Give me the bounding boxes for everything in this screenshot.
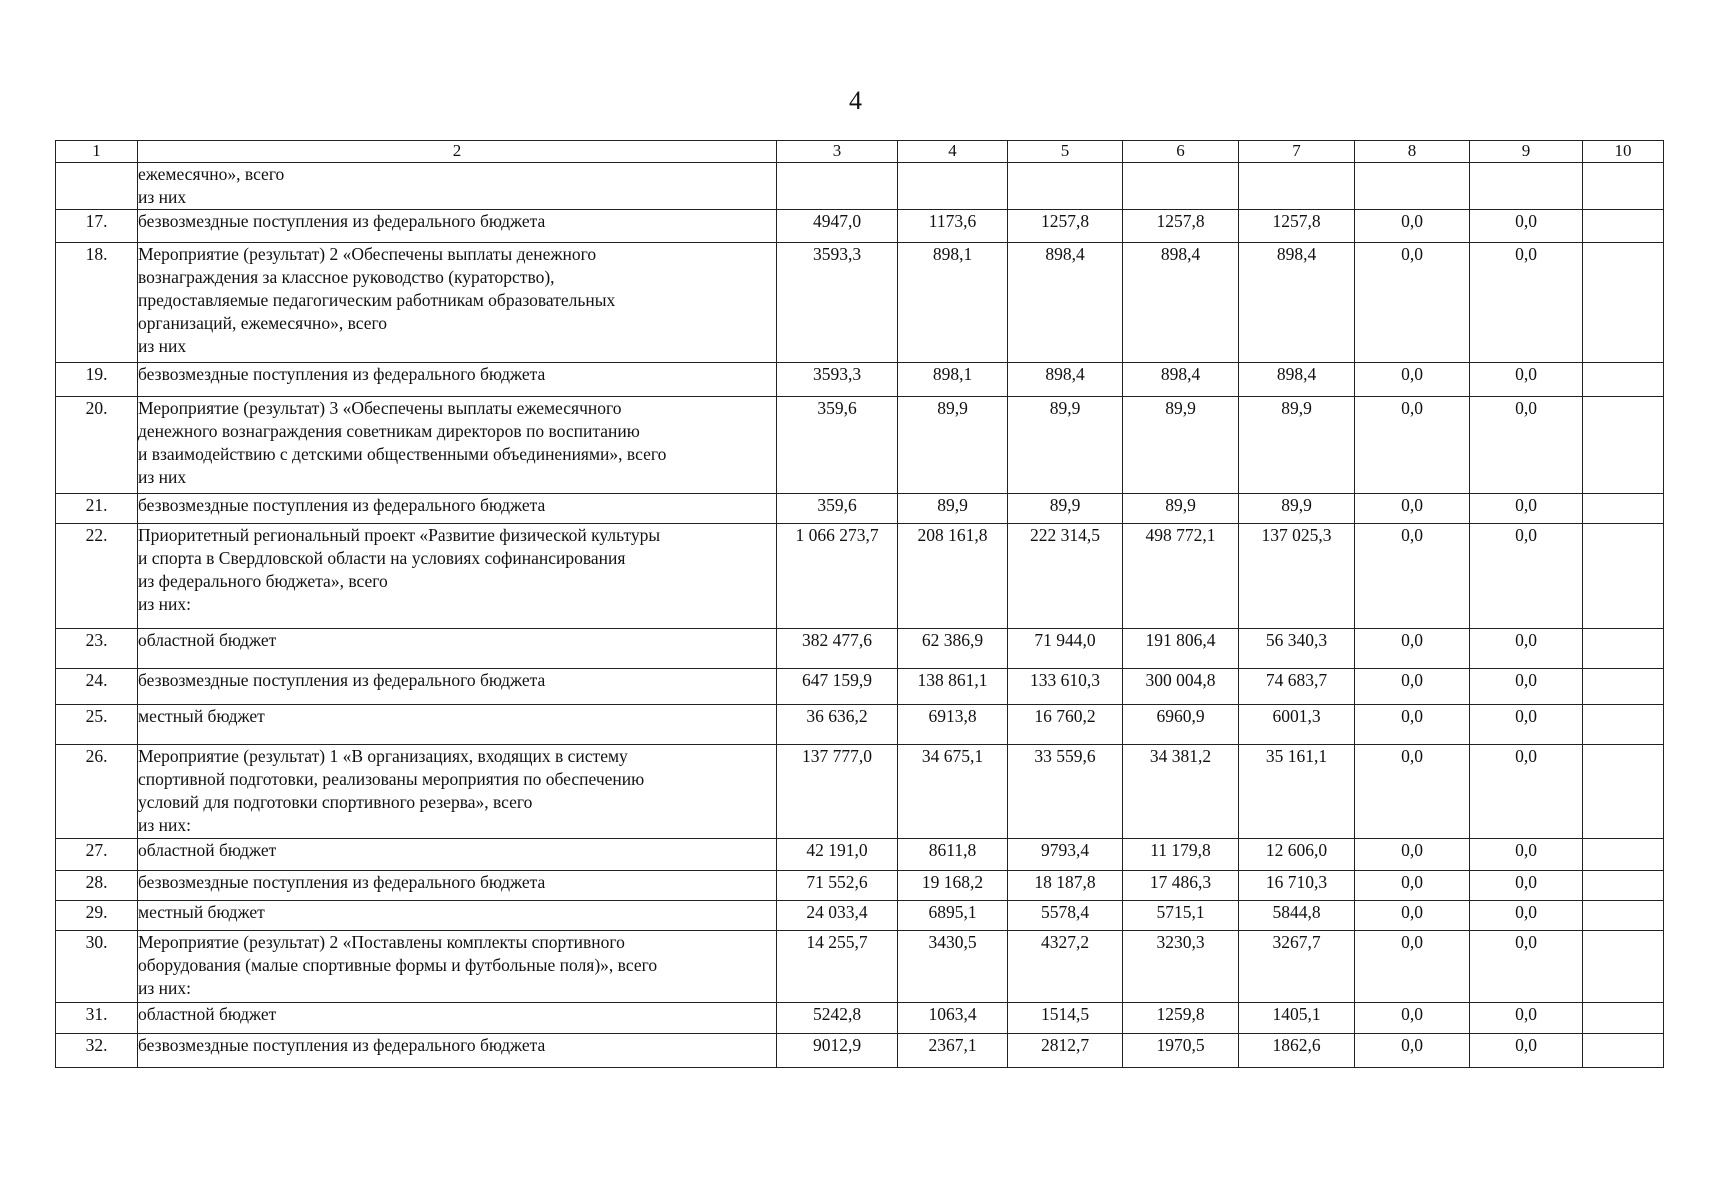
- value-cell-col-10: [1583, 243, 1664, 363]
- table-row: [56, 1003, 1664, 1034]
- value-cell-col-8: 0,0: [1355, 839, 1470, 871]
- row-description: [138, 163, 777, 210]
- header-cell: 9: [1470, 141, 1583, 163]
- value-cell-col-6: 6960,9: [1123, 705, 1239, 745]
- value-cell-col-3: [777, 163, 898, 210]
- value-cell-col-7: 898,4: [1239, 243, 1355, 363]
- row-description: [138, 901, 777, 931]
- value-cell-col-10: [1583, 871, 1664, 901]
- value-cell-col-5: 89,9: [1008, 494, 1123, 524]
- description-line: и взаимодействию с детскими общественными объединениями», всего: [138, 444, 667, 464]
- description-line: Мероприятие (результат) 2 «Поставлены комплекты спортивного: [138, 932, 625, 952]
- value-cell-col-9: 0,0: [1470, 397, 1583, 494]
- value-cell-col-7: 6001,3: [1239, 705, 1355, 745]
- description-line: Мероприятие (результат) 2 «Обеспечены выплаты денежного: [138, 244, 597, 264]
- value-cell-col-9: 0,0: [1470, 871, 1583, 901]
- description-line: условий для подготовки спортивного резерва», всего: [138, 792, 533, 812]
- value-cell-col-3: 24 033,4: [777, 901, 898, 931]
- row-number: 24.: [56, 669, 138, 705]
- value-cell-col-4: 898,1: [898, 243, 1008, 363]
- value-cell-col-9: 0,0: [1470, 839, 1583, 871]
- value-cell-col-10: [1583, 1034, 1664, 1068]
- value-cell-col-8: 0,0: [1355, 397, 1470, 494]
- budget-table: [55, 140, 1664, 1068]
- value-cell-col-3: 71 552,6: [777, 871, 898, 901]
- value-cell-col-10: [1583, 163, 1664, 210]
- row-number: 28.: [56, 871, 138, 901]
- row-description: [138, 363, 777, 397]
- value-cell-col-6: 498 772,1: [1123, 524, 1239, 629]
- row-number: 25.: [56, 705, 138, 745]
- description-line: областной бюджет: [138, 1004, 277, 1024]
- value-cell-col-5: 71 944,0: [1008, 629, 1123, 669]
- value-cell-col-3: 4947,0: [777, 210, 898, 243]
- value-cell-col-3: 359,6: [777, 397, 898, 494]
- row-description: [138, 210, 777, 243]
- value-cell-col-7: 89,9: [1239, 494, 1355, 524]
- value-cell-col-8: 0,0: [1355, 1034, 1470, 1068]
- value-cell-col-9: 0,0: [1470, 669, 1583, 705]
- value-cell-col-4: 89,9: [898, 494, 1008, 524]
- row-description: [138, 494, 777, 524]
- description-line: местный бюджет: [138, 902, 265, 922]
- value-cell-col-5: 18 187,8: [1008, 871, 1123, 901]
- description-line: безвозмездные поступления из федерального бюджета: [138, 670, 546, 690]
- header-cell: 6: [1123, 141, 1239, 163]
- value-cell-col-10: [1583, 745, 1664, 839]
- value-cell-col-4: 89,9: [898, 397, 1008, 494]
- table-row: [56, 705, 1664, 745]
- value-cell-col-7: 5844,8: [1239, 901, 1355, 931]
- value-cell-col-4: 1063,4: [898, 1003, 1008, 1034]
- value-cell-col-7: [1239, 163, 1355, 210]
- row-number: 18.: [56, 243, 138, 363]
- header-cell: 1: [56, 141, 138, 163]
- value-cell-col-5: 89,9: [1008, 397, 1123, 494]
- value-cell-col-7: 56 340,3: [1239, 629, 1355, 669]
- value-cell-col-10: [1583, 705, 1664, 745]
- value-cell-col-4: 8611,8: [898, 839, 1008, 871]
- description-line: безвозмездные поступления из федерального бюджета: [138, 1035, 546, 1055]
- value-cell-col-8: 0,0: [1355, 901, 1470, 931]
- value-cell-col-10: [1583, 931, 1664, 1003]
- value-cell-col-6: 1259,8: [1123, 1003, 1239, 1034]
- value-cell-col-6: 898,4: [1123, 363, 1239, 397]
- description-line: безвозмездные поступления из федерального бюджета: [138, 364, 546, 384]
- value-cell-col-10: [1583, 1003, 1664, 1034]
- row-number: [56, 163, 138, 210]
- value-cell-col-5: 1514,5: [1008, 1003, 1123, 1034]
- description-line: безвозмездные поступления из федерального бюджета: [138, 495, 546, 515]
- row-number: 31.: [56, 1003, 138, 1034]
- row-description: [138, 243, 777, 363]
- value-cell-col-10: [1583, 669, 1664, 705]
- value-cell-col-3: 3593,3: [777, 243, 898, 363]
- value-cell-col-10: [1583, 494, 1664, 524]
- description-line: Приоритетный региональный проект «Развитие физической культуры: [138, 525, 661, 545]
- table-row: [56, 363, 1664, 397]
- table-row: [56, 669, 1664, 705]
- header-cell: 7: [1239, 141, 1355, 163]
- value-cell-col-5: 222 314,5: [1008, 524, 1123, 629]
- value-cell-col-9: 0,0: [1470, 243, 1583, 363]
- page-number: 4: [849, 86, 862, 115]
- description-line: организаций, ежемесячно», всего: [138, 313, 388, 333]
- row-number: 30.: [56, 931, 138, 1003]
- value-cell-col-3: 9012,9: [777, 1034, 898, 1068]
- header-cell: 3: [777, 141, 898, 163]
- description-line: из них: [138, 187, 187, 207]
- row-description: [138, 931, 777, 1003]
- table-row: [56, 210, 1664, 243]
- value-cell-col-4: 898,1: [898, 363, 1008, 397]
- description-line: из них:: [138, 815, 191, 835]
- value-cell-col-6: 3230,3: [1123, 931, 1239, 1003]
- value-cell-col-7: 74 683,7: [1239, 669, 1355, 705]
- value-cell-col-3: 137 777,0: [777, 745, 898, 839]
- row-description: [138, 1034, 777, 1068]
- value-cell-col-3: 3593,3: [777, 363, 898, 397]
- value-cell-col-5: 9793,4: [1008, 839, 1123, 871]
- table-row: [56, 163, 1664, 210]
- value-cell-col-5: [1008, 163, 1123, 210]
- table-row: [56, 494, 1664, 524]
- row-description: [138, 871, 777, 901]
- value-cell-col-7: 3267,7: [1239, 931, 1355, 1003]
- value-cell-col-7: 89,9: [1239, 397, 1355, 494]
- table-body: [56, 163, 1664, 1068]
- table-row: [56, 397, 1664, 494]
- value-cell-col-8: 0,0: [1355, 931, 1470, 1003]
- value-cell-col-7: 1862,6: [1239, 1034, 1355, 1068]
- table-row: [56, 839, 1664, 871]
- value-cell-col-6: 11 179,8: [1123, 839, 1239, 871]
- row-description: [138, 524, 777, 629]
- header-cell: 8: [1355, 141, 1470, 163]
- value-cell-col-9: [1470, 163, 1583, 210]
- value-cell-col-5: 2812,7: [1008, 1034, 1123, 1068]
- value-cell-col-10: [1583, 839, 1664, 871]
- value-cell-col-9: 0,0: [1470, 210, 1583, 243]
- row-description: [138, 839, 777, 871]
- value-cell-col-4: 34 675,1: [898, 745, 1008, 839]
- row-number: 21.: [56, 494, 138, 524]
- row-number: 17.: [56, 210, 138, 243]
- value-cell-col-6: 1257,8: [1123, 210, 1239, 243]
- value-cell-col-6: [1123, 163, 1239, 210]
- value-cell-col-8: 0,0: [1355, 745, 1470, 839]
- value-cell-col-4: 1173,6: [898, 210, 1008, 243]
- row-description: [138, 629, 777, 669]
- value-cell-col-9: 0,0: [1470, 494, 1583, 524]
- header-cell: 4: [898, 141, 1008, 163]
- row-description: [138, 1003, 777, 1034]
- value-cell-col-7: 35 161,1: [1239, 745, 1355, 839]
- description-line: из федерального бюджета», всего: [138, 571, 388, 591]
- row-number: 19.: [56, 363, 138, 397]
- value-cell-col-4: [898, 163, 1008, 210]
- value-cell-col-4: 208 161,8: [898, 524, 1008, 629]
- row-number: 26.: [56, 745, 138, 839]
- value-cell-col-4: 2367,1: [898, 1034, 1008, 1068]
- value-cell-col-6: 5715,1: [1123, 901, 1239, 931]
- table-row: [56, 1034, 1664, 1068]
- value-cell-col-3: 42 191,0: [777, 839, 898, 871]
- table-row: [56, 524, 1664, 629]
- value-cell-col-3: 36 636,2: [777, 705, 898, 745]
- value-cell-col-8: 0,0: [1355, 494, 1470, 524]
- description-line: из них:: [138, 594, 191, 614]
- value-cell-col-9: 0,0: [1470, 363, 1583, 397]
- value-cell-col-7: 12 606,0: [1239, 839, 1355, 871]
- description-line: Мероприятие (результат) 1 «В организациях, входящих в систему: [138, 746, 628, 766]
- value-cell-col-8: [1355, 163, 1470, 210]
- value-cell-col-5: 5578,4: [1008, 901, 1123, 931]
- value-cell-col-4: 3430,5: [898, 931, 1008, 1003]
- table-row: [56, 901, 1664, 931]
- value-cell-col-10: [1583, 363, 1664, 397]
- value-cell-col-8: 0,0: [1355, 210, 1470, 243]
- value-cell-col-7: 1405,1: [1239, 1003, 1355, 1034]
- row-number: 23.: [56, 629, 138, 669]
- value-cell-col-9: 0,0: [1470, 1034, 1583, 1068]
- value-cell-col-9: 0,0: [1470, 705, 1583, 745]
- value-cell-col-3: 14 255,7: [777, 931, 898, 1003]
- value-cell-col-4: 19 168,2: [898, 871, 1008, 901]
- description-line: денежного вознаграждения советникам директоров по воспитанию: [138, 421, 640, 441]
- value-cell-col-4: 6895,1: [898, 901, 1008, 931]
- value-cell-col-8: 0,0: [1355, 363, 1470, 397]
- header-cell: 2: [138, 141, 777, 163]
- row-number: 22.: [56, 524, 138, 629]
- table-row: [56, 243, 1664, 363]
- value-cell-col-5: 133 610,3: [1008, 669, 1123, 705]
- value-cell-col-3: 382 477,6: [777, 629, 898, 669]
- description-line: Мероприятие (результат) 3 «Обеспечены выплаты ежемесячного: [138, 398, 622, 418]
- table-row: [56, 629, 1664, 669]
- value-cell-col-9: 0,0: [1470, 931, 1583, 1003]
- value-cell-col-3: 647 159,9: [777, 669, 898, 705]
- row-description: [138, 397, 777, 494]
- value-cell-col-7: 137 025,3: [1239, 524, 1355, 629]
- description-line: безвозмездные поступления из федерального бюджета: [138, 211, 546, 231]
- description-line: спортивной подготовки, реализованы мероприятия по обеспечению: [138, 769, 645, 789]
- description-line: предоставляемые педагогическим работникам образовательных: [138, 290, 616, 310]
- value-cell-col-7: 1257,8: [1239, 210, 1355, 243]
- value-cell-col-6: 17 486,3: [1123, 871, 1239, 901]
- value-cell-col-8: 0,0: [1355, 705, 1470, 745]
- description-line: ежемесячно», всего: [138, 164, 285, 184]
- description-line: областной бюджет: [138, 630, 277, 650]
- description-line: вознаграждения за классное руководство (кураторство),: [138, 267, 555, 287]
- value-cell-col-6: 34 381,2: [1123, 745, 1239, 839]
- value-cell-col-3: 359,6: [777, 494, 898, 524]
- value-cell-col-7: 898,4: [1239, 363, 1355, 397]
- description-line: из них:: [138, 978, 191, 998]
- value-cell-col-9: 0,0: [1470, 524, 1583, 629]
- value-cell-col-5: 898,4: [1008, 363, 1123, 397]
- value-cell-col-6: 1970,5: [1123, 1034, 1239, 1068]
- value-cell-col-5: 898,4: [1008, 243, 1123, 363]
- table-row: [56, 871, 1664, 901]
- table-row: [56, 745, 1664, 839]
- description-line: оборудования (малые спортивные формы и футбольные поля)», всего: [138, 955, 658, 975]
- value-cell-col-5: 16 760,2: [1008, 705, 1123, 745]
- row-number: 20.: [56, 397, 138, 494]
- value-cell-col-10: [1583, 210, 1664, 243]
- value-cell-col-8: 0,0: [1355, 629, 1470, 669]
- value-cell-col-6: 89,9: [1123, 494, 1239, 524]
- value-cell-col-9: 0,0: [1470, 1003, 1583, 1034]
- description-line: безвозмездные поступления из федерального бюджета: [138, 872, 546, 892]
- table-row: [56, 931, 1664, 1003]
- header-cell: 10: [1583, 141, 1664, 163]
- value-cell-col-10: [1583, 901, 1664, 931]
- value-cell-col-5: 1257,8: [1008, 210, 1123, 243]
- value-cell-col-5: 4327,2: [1008, 931, 1123, 1003]
- value-cell-col-3: 1 066 273,7: [777, 524, 898, 629]
- value-cell-col-4: 138 861,1: [898, 669, 1008, 705]
- description-line: местный бюджет: [138, 706, 265, 726]
- row-description: [138, 745, 777, 839]
- value-cell-col-7: 16 710,3: [1239, 871, 1355, 901]
- value-cell-col-6: 898,4: [1123, 243, 1239, 363]
- value-cell-col-8: 0,0: [1355, 243, 1470, 363]
- header-row: [56, 141, 1664, 163]
- description-line: из них: [138, 336, 187, 356]
- value-cell-col-8: 0,0: [1355, 524, 1470, 629]
- row-number: 29.: [56, 901, 138, 931]
- value-cell-col-9: 0,0: [1470, 901, 1583, 931]
- value-cell-col-10: [1583, 397, 1664, 494]
- value-cell-col-6: 89,9: [1123, 397, 1239, 494]
- value-cell-col-10: [1583, 629, 1664, 669]
- description-line: областной бюджет: [138, 840, 277, 860]
- row-number: 27.: [56, 839, 138, 871]
- value-cell-col-5: 33 559,6: [1008, 745, 1123, 839]
- value-cell-col-3: 5242,8: [777, 1003, 898, 1034]
- value-cell-col-8: 0,0: [1355, 669, 1470, 705]
- value-cell-col-4: 6913,8: [898, 705, 1008, 745]
- description-line: и спорта в Свердловской области на условиях софинансирования: [138, 548, 626, 568]
- value-cell-col-8: 0,0: [1355, 1003, 1470, 1034]
- value-cell-col-4: 62 386,9: [898, 629, 1008, 669]
- description-line: из них: [138, 467, 187, 487]
- value-cell-col-8: 0,0: [1355, 871, 1470, 901]
- header-cell: 5: [1008, 141, 1123, 163]
- value-cell-col-6: 300 004,8: [1123, 669, 1239, 705]
- value-cell-col-9: 0,0: [1470, 745, 1583, 839]
- value-cell-col-10: [1583, 524, 1664, 629]
- value-cell-col-6: 191 806,4: [1123, 629, 1239, 669]
- row-description: [138, 705, 777, 745]
- value-cell-col-9: 0,0: [1470, 629, 1583, 669]
- row-number: 32.: [56, 1034, 138, 1068]
- row-description: [138, 669, 777, 705]
